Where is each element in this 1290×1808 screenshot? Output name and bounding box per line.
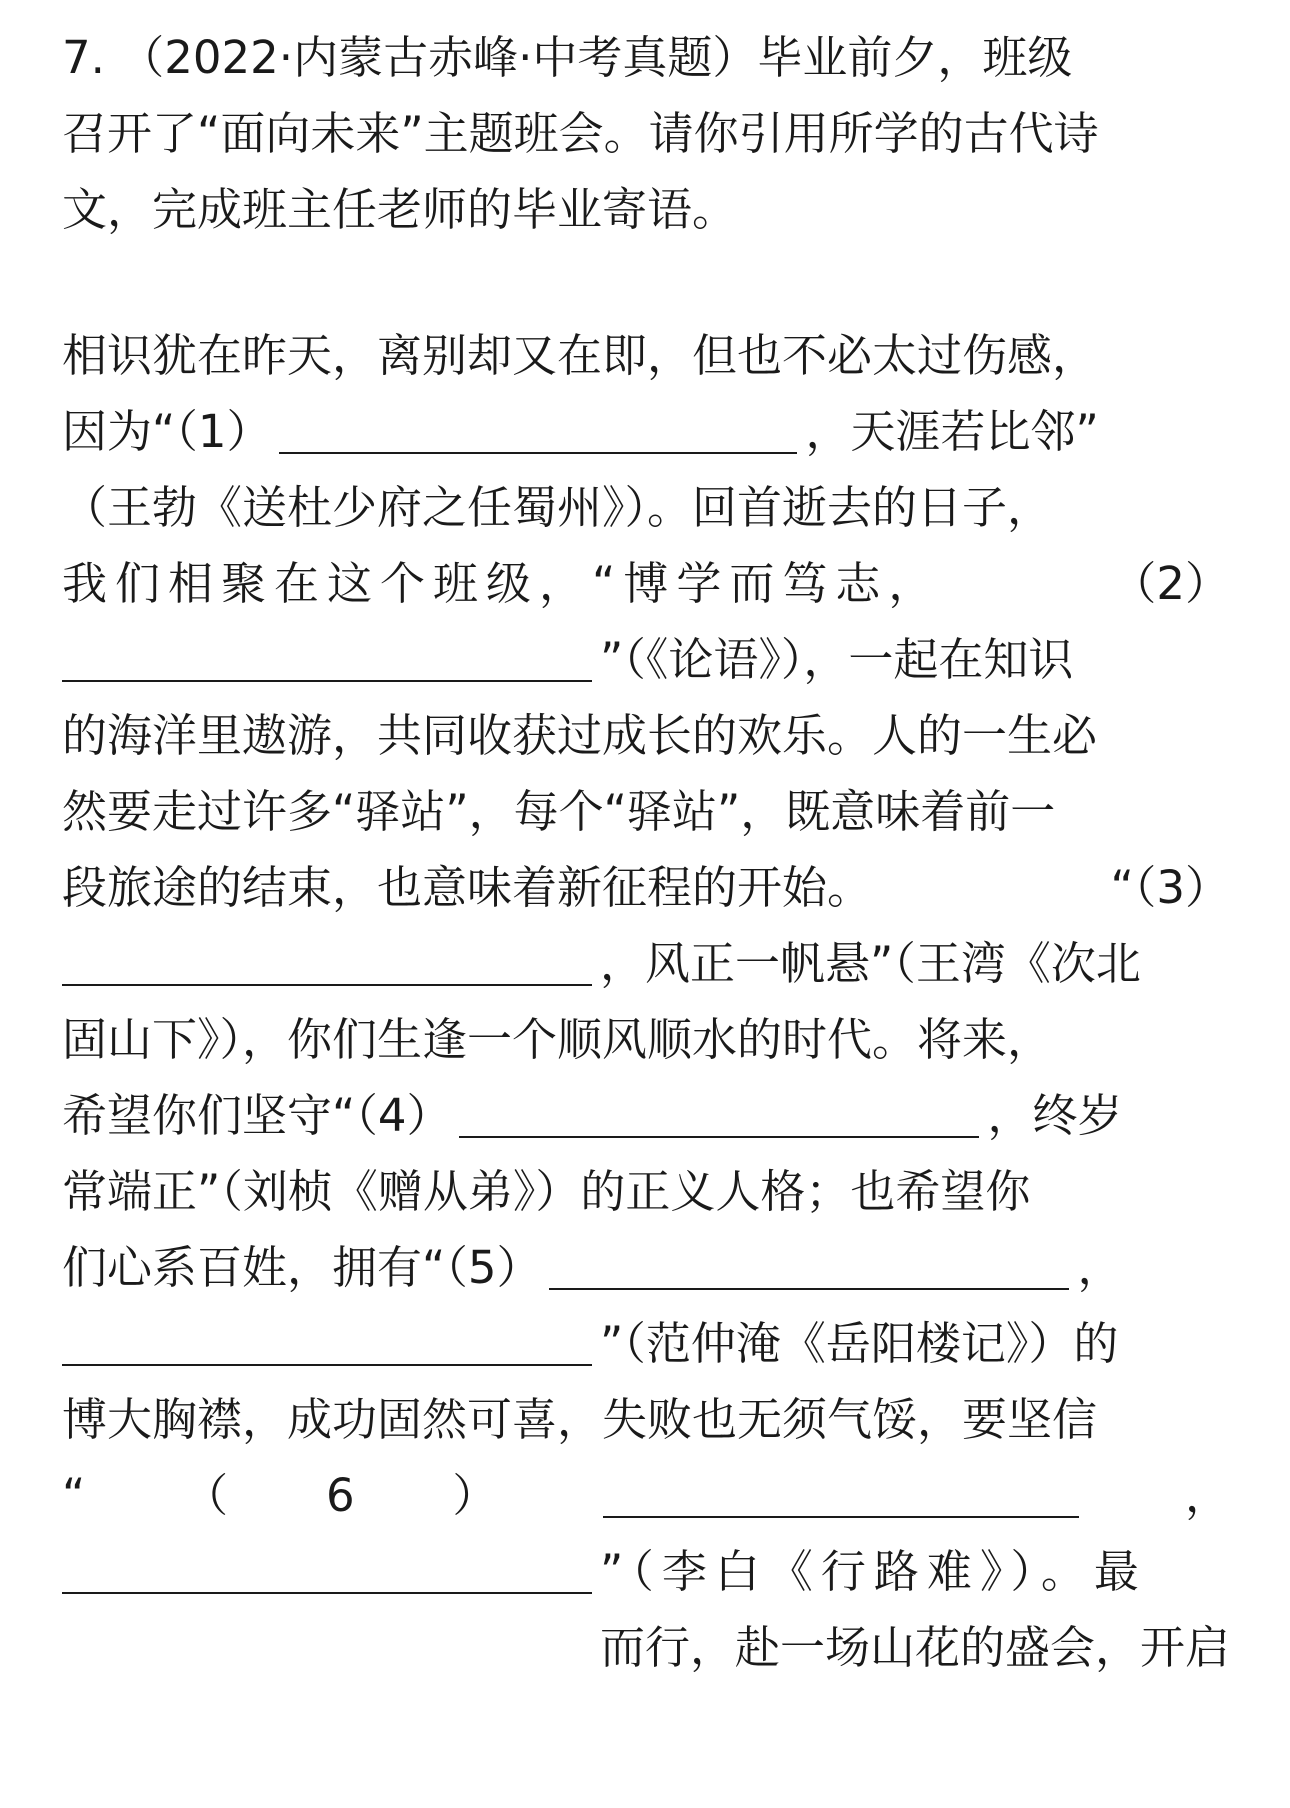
question-text: 文，完成班主任老师的毕业寄语。	[62, 183, 738, 236]
passage-text: ”（范仲淹《岳阳楼记》）的	[600, 1317, 1119, 1370]
passage-text: 固山下》），你们生逢一个顺风顺水的时代。将来，	[62, 1013, 1053, 1066]
passage-line-7	[62, 774, 1230, 850]
passage-text: 因为“（1）	[62, 405, 272, 458]
answer-blank-1[interactable]	[279, 406, 797, 454]
passage-line-4	[62, 546, 1230, 622]
answer-blank-6b[interactable]	[62, 1546, 592, 1594]
passage-text: 我们相聚在这个班级，“博学而笃志，	[62, 557, 942, 610]
passage-text: ，终岁	[987, 1089, 1123, 1142]
passage-line-15	[62, 1382, 1230, 1458]
passage-line-13	[62, 1230, 1230, 1306]
passage-line-9	[62, 926, 1230, 1002]
passage-line-12	[62, 1154, 1230, 1230]
passage-line-18	[62, 1610, 1230, 1686]
answer-blank-2[interactable]	[62, 634, 592, 682]
answer-blank-6a[interactable]	[603, 1470, 1079, 1518]
passage-text: ”（《论语》），一起在知识	[600, 633, 1074, 686]
passage-line-2	[62, 394, 1230, 470]
passage-line-6	[62, 698, 1230, 774]
passage-text: ”（李白《行路难》）。最	[600, 1545, 1147, 1598]
passage-text: （2）	[1111, 557, 1230, 610]
passage-text: 常端正”（刘桢《赠从弟》）的正义人格；也希望你	[62, 1165, 1031, 1218]
answer-blank-5a[interactable]	[549, 1242, 1069, 1290]
passage-line-16	[62, 1458, 1230, 1534]
passage-line-8	[62, 850, 1230, 926]
passage-line-14	[62, 1306, 1230, 1382]
passage-text: 博大胸襟，成功固然可喜，失败也无须气馁，要坚信	[62, 1393, 1098, 1446]
passage-line-11	[62, 1078, 1230, 1154]
passage-line-10	[62, 1002, 1230, 1078]
question-text: 召开了“面向未来”主题班会。请你引用所学的古代诗	[62, 107, 1099, 160]
passage-text: 而行，赴一场山花的盛会，开启	[599, 1621, 1230, 1674]
passage-text: ，天涯若比邻”	[805, 405, 1099, 458]
passage-text: “（3）	[1110, 861, 1230, 914]
passage-text: （	[183, 1469, 229, 1522]
passage-text: 们心系百姓，拥有“（5）	[62, 1241, 542, 1294]
passage-text: （王勃《送杜少府之任蜀州》）。回首逝去的日子，	[62, 481, 1053, 534]
question-line-3	[62, 172, 1230, 248]
answer-blank-3[interactable]	[62, 938, 592, 986]
passage-text: 希望你们坚守“（4）	[62, 1089, 452, 1142]
passage-line-5	[62, 622, 1230, 698]
question-text: 7. （2022·内蒙古赤峰·中考真题）毕业前夕，班级	[62, 31, 1073, 84]
answer-blank-4[interactable]	[459, 1090, 979, 1138]
question-line-2	[62, 96, 1230, 172]
passage-text: 然要走过许多“驿站”，每个“驿站”，既意味着前一	[62, 785, 1056, 838]
answer-blank-5b[interactable]	[62, 1318, 592, 1366]
passage-text: “	[62, 1469, 86, 1522]
passage-line-3	[62, 470, 1230, 546]
passage-line-1	[62, 318, 1230, 394]
passage-text: ）	[452, 1469, 498, 1522]
passage-line-17	[62, 1534, 1230, 1610]
passage-text: ，	[1184, 1469, 1230, 1522]
passage-text: 段旅途的结束，也意味着新征程的开始。	[62, 861, 873, 914]
passage-text: ，风正一帆悬”（王湾《次北	[600, 937, 1141, 990]
passage-text: 的海洋里遨游，共同收获过成长的欢乐。人的一生必	[62, 709, 1098, 762]
passage-text: 6	[325, 1469, 355, 1522]
passage-text: 相识犹在昨天，离别却又在即，但也不必太过伤感，	[62, 329, 1098, 382]
question-line-1	[62, 20, 1230, 96]
passage-text: ，	[1077, 1241, 1123, 1294]
